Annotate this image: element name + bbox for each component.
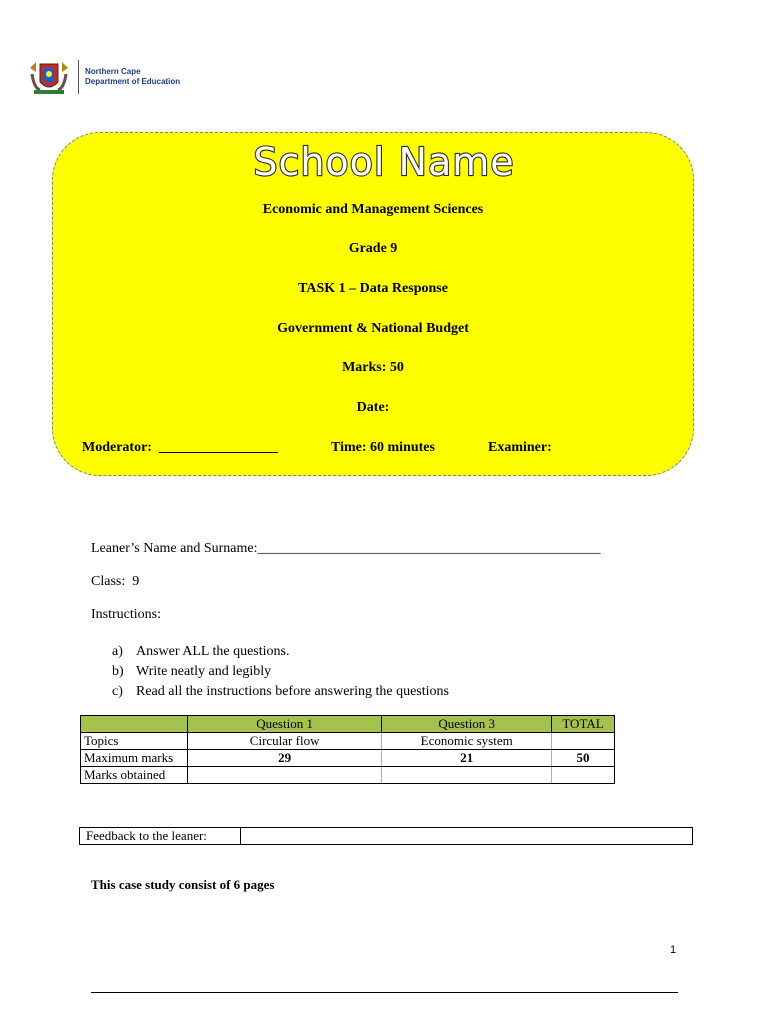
department-logo <box>26 58 180 96</box>
class-field: Class: 9 <box>91 574 140 589</box>
table-row <box>81 767 615 784</box>
table-cell <box>552 767 615 784</box>
table-header-cell: Question 3 <box>382 716 552 733</box>
table-row <box>81 750 615 767</box>
coat-of-arms-icon <box>26 58 72 96</box>
footer-divider <box>91 992 678 993</box>
logo-separator <box>78 60 79 94</box>
list-item-text: Read all the instructions before answering the questions <box>136 684 449 699</box>
list-item-label: a) <box>112 644 123 659</box>
marks-table <box>80 715 615 784</box>
logo-line-1: Northern Cape <box>85 67 141 76</box>
table-cell <box>187 767 382 784</box>
table-header-cell: TOTAL <box>552 716 615 733</box>
logo-line-2: Department of Education <box>85 77 181 86</box>
table-cell <box>382 767 552 784</box>
table-header-cell <box>81 716 188 733</box>
table-cell <box>552 733 615 750</box>
instructions-list <box>112 642 449 702</box>
list-item <box>112 642 449 662</box>
table-cell: Marks obtained <box>81 767 188 784</box>
table-cell: Maximum marks <box>81 750 188 767</box>
page-number: 1 <box>670 944 677 956</box>
list-item-label: c) <box>112 684 123 699</box>
grade-title: Grade 9 <box>348 241 398 256</box>
table-cell: Topics <box>81 733 188 750</box>
examiner-field: Examiner: <box>488 440 552 455</box>
instructions-label: Instructions: <box>91 607 161 622</box>
list-item-text: Write neatly and legibly <box>136 664 272 679</box>
case-study-note: This case study consist of 6 pages <box>91 877 275 892</box>
list-item-label: b) <box>112 664 124 679</box>
time-field: Time: 60 minutes <box>331 440 435 455</box>
table-cell: 50 <box>552 750 615 767</box>
list-item <box>112 662 449 682</box>
table-row <box>80 828 693 845</box>
feedback-label: Feedback to the leaner: <box>80 828 241 845</box>
task-title: TASK 1 – Data Response <box>298 281 448 296</box>
subject-title: Economic and Management Sciences <box>262 202 484 217</box>
feedback-field[interactable] <box>241 828 693 845</box>
moderator-field: Moderator: _________________ <box>82 440 278 455</box>
table-header-row <box>81 716 615 733</box>
topic-title: Government & National Budget <box>277 321 469 336</box>
list-item-text: Answer ALL the questions. <box>136 644 290 659</box>
marks-title: Marks: 50 <box>342 360 404 375</box>
list-item <box>112 682 449 702</box>
table-row <box>81 733 615 750</box>
logo-text <box>85 67 180 87</box>
table-cell: Circular flow <box>187 733 382 750</box>
feedback-table <box>79 827 693 845</box>
table-cell: Economic system <box>382 733 552 750</box>
school-name: School Name <box>253 140 515 184</box>
date-title: Date: <box>356 400 390 415</box>
learner-name-field: Leaner’s Name and Surname:_________________________________________________ <box>91 541 601 556</box>
table-header-cell: Question 1 <box>187 716 382 733</box>
table-cell: 21 <box>382 750 552 767</box>
table-cell: 29 <box>187 750 382 767</box>
